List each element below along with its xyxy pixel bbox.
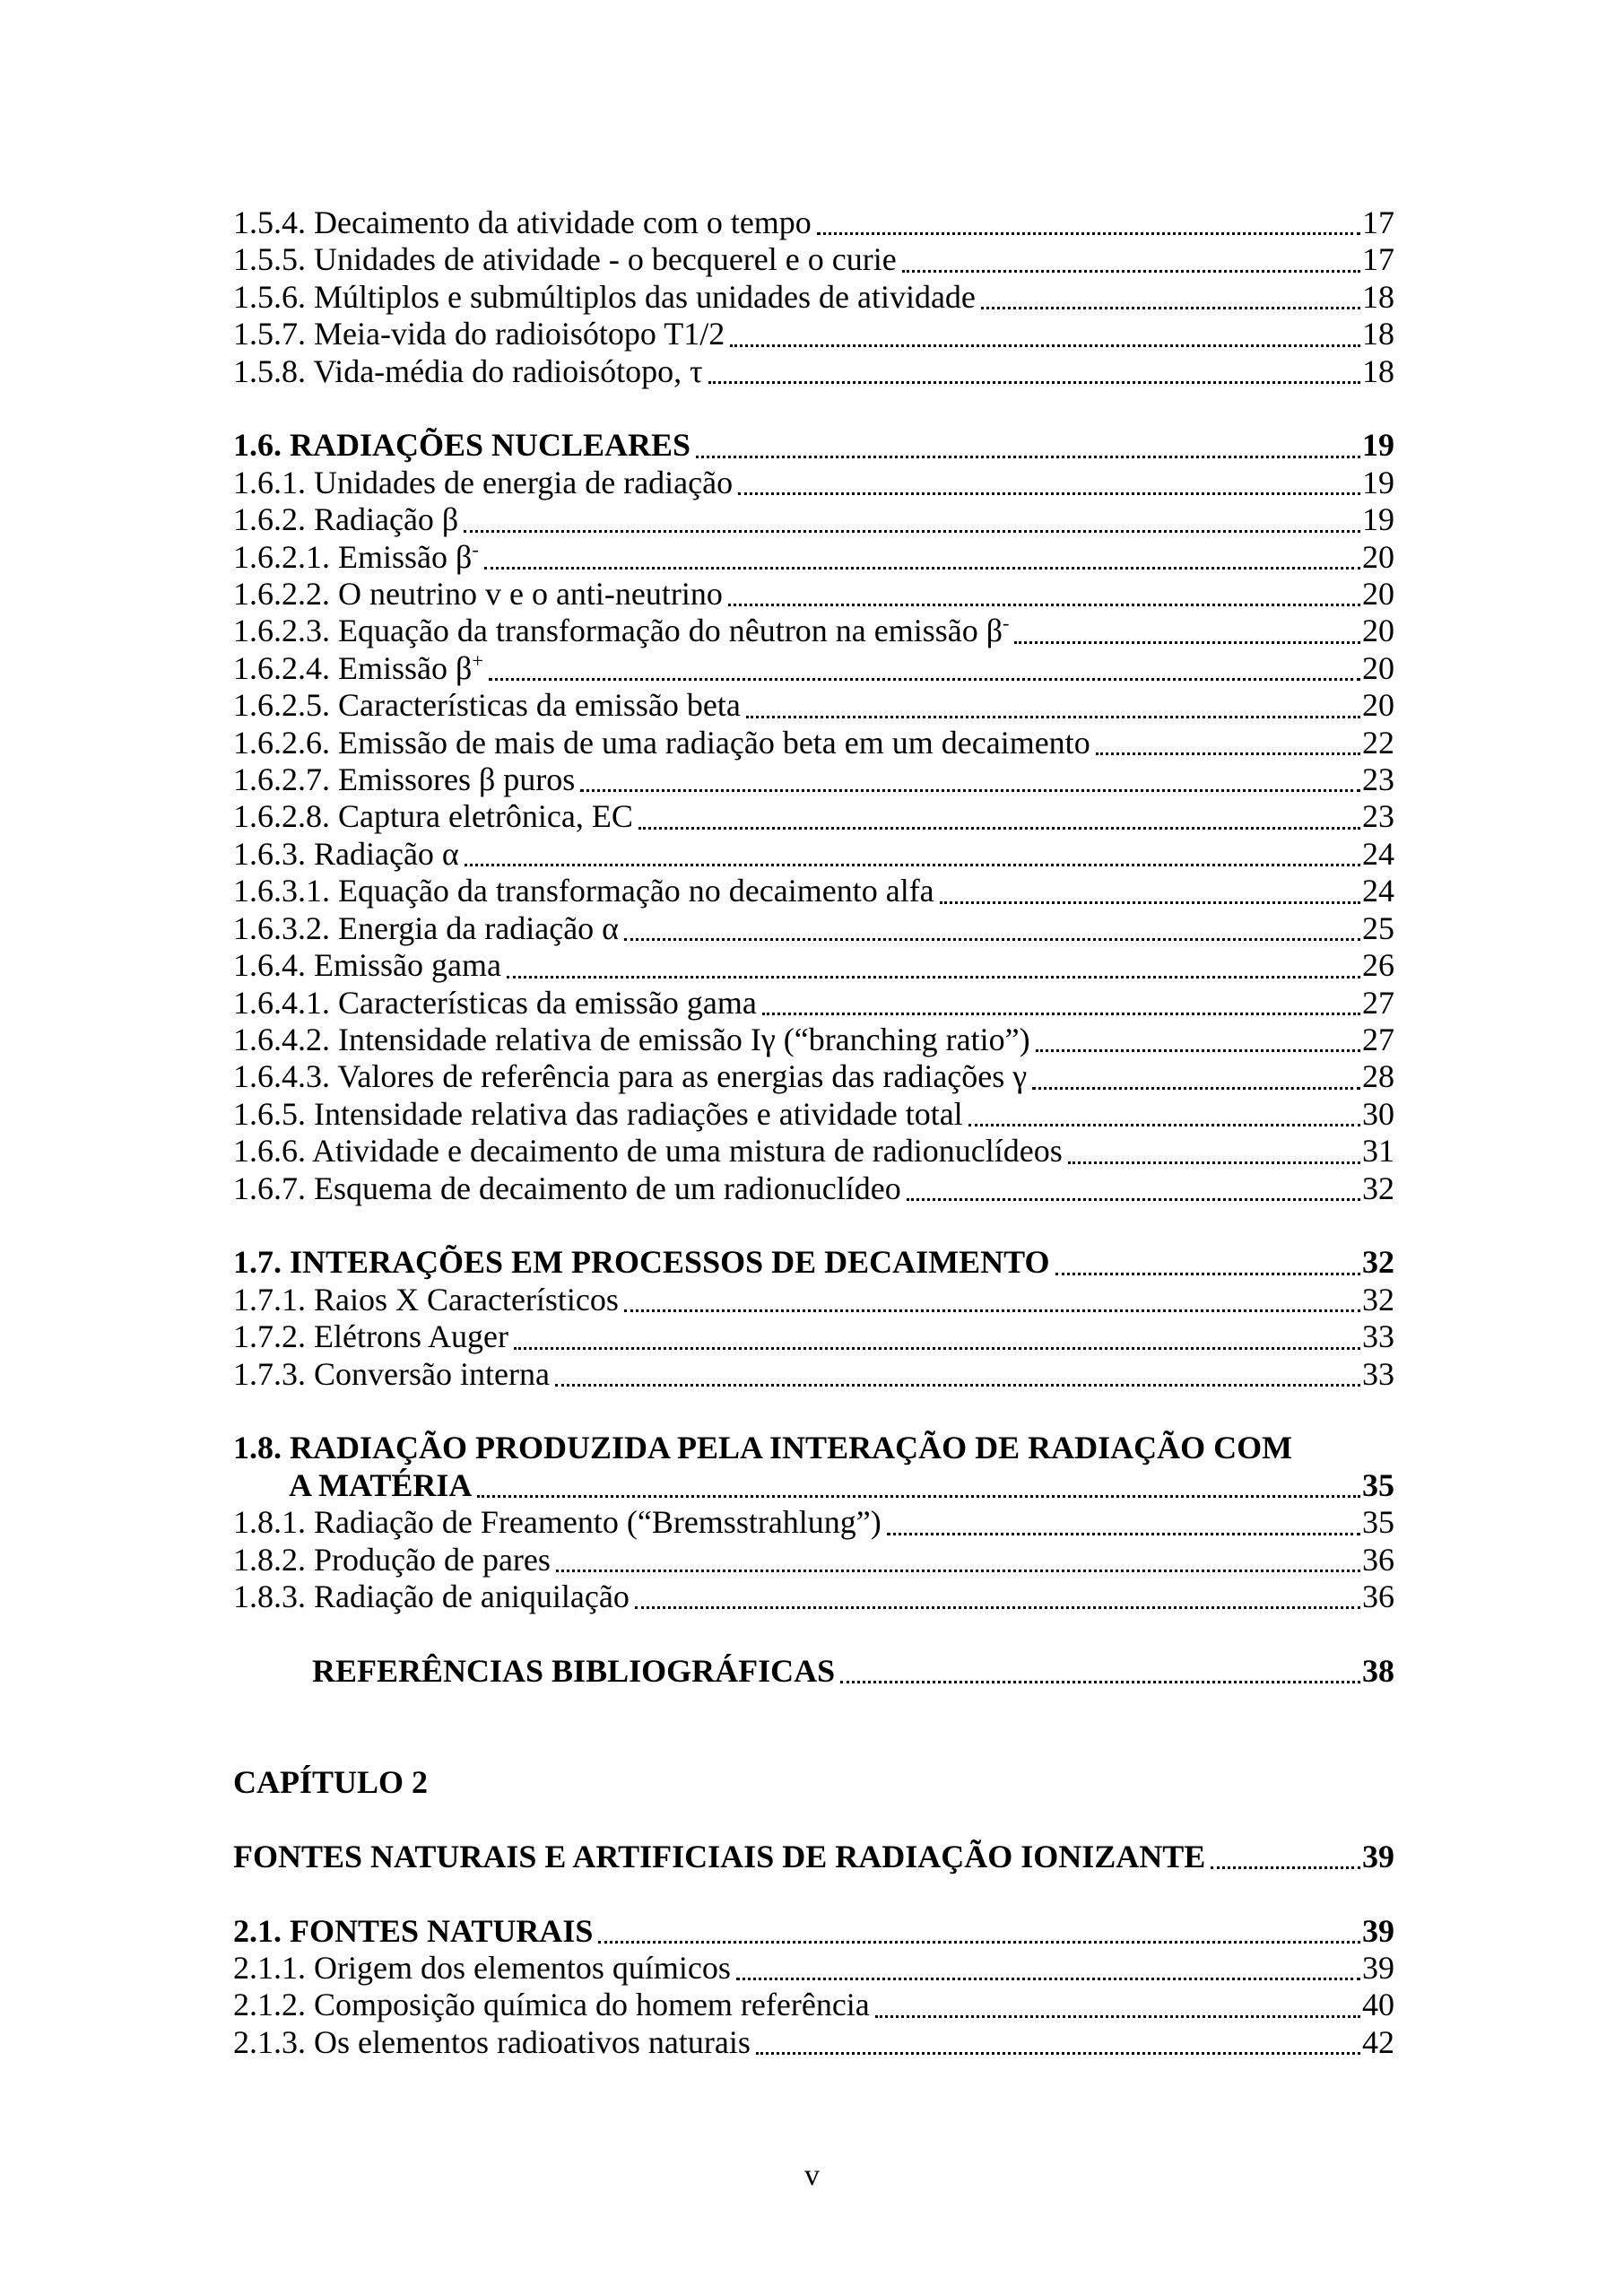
toc-entry bbox=[233, 1578, 1394, 1615]
toc-entry bbox=[233, 204, 1394, 241]
dot-leader bbox=[730, 344, 1360, 347]
toc-entry bbox=[233, 2024, 1394, 2061]
dot-leader bbox=[555, 1384, 1360, 1387]
toc-entry bbox=[233, 427, 1394, 464]
toc-entry bbox=[233, 1467, 1394, 1504]
superscript: + bbox=[472, 648, 483, 672]
toc-entry-title: 1.6.4. Emissão gama bbox=[233, 947, 501, 984]
dot-leader bbox=[696, 456, 1360, 458]
toc-entry bbox=[233, 539, 1394, 576]
toc-entry-title: CAPÍTULO 2 bbox=[233, 1763, 429, 1800]
toc-entry-title: 1.6.2.1. Emissão β- bbox=[233, 537, 479, 575]
toc-entry-title: 1.8. RADIAÇÃO PRODUZIDA PELA INTERAÇÃO DE RADIAÇÃO COM bbox=[233, 1430, 1293, 1466]
dot-leader bbox=[981, 307, 1360, 309]
toc-entry-title: FONTES NATURAIS E ARTIFICIAIS DE RADIAÇÃO IONIZANTE bbox=[233, 1838, 1206, 1874]
toc-entry bbox=[233, 947, 1394, 984]
toc-entry-page: 33 bbox=[1362, 1355, 1394, 1392]
dot-leader bbox=[489, 678, 1360, 681]
superscript: - bbox=[472, 537, 479, 561]
toc-entry-title: 1.6.3. Radiação α bbox=[233, 835, 459, 872]
toc-entry-page: 27 bbox=[1362, 1021, 1394, 1057]
toc-entry-page: 24 bbox=[1362, 835, 1394, 872]
toc-entry-page: 35 bbox=[1362, 1504, 1394, 1541]
toc-entry bbox=[233, 1133, 1394, 1170]
toc-entry-page: 32 bbox=[1362, 1170, 1394, 1206]
toc-entry-page: 19 bbox=[1362, 501, 1394, 538]
dot-leader bbox=[1036, 1049, 1360, 1052]
toc-entry-title: 1.6.2.8. Captura eletrônica, EC bbox=[233, 798, 633, 835]
toc-list bbox=[233, 204, 1394, 2061]
toc-entry-title: 2.1.2. Composição química do homem referência bbox=[233, 1987, 870, 2023]
toc-entry bbox=[233, 1913, 1394, 1950]
toc-entry bbox=[233, 1504, 1394, 1541]
dot-leader bbox=[738, 492, 1360, 495]
toc-entry bbox=[233, 1318, 1394, 1355]
superscript: - bbox=[1003, 612, 1010, 635]
toc-entry-page: 19 bbox=[1362, 464, 1394, 500]
toc-entry bbox=[233, 279, 1394, 316]
toc-entry bbox=[233, 1096, 1394, 1133]
dot-leader bbox=[477, 1495, 1360, 1498]
toc-entry-page: 20 bbox=[1362, 538, 1394, 575]
toc-entry-title: 1.6.4.1. Características da emissão gama bbox=[233, 984, 757, 1021]
dot-leader bbox=[514, 1347, 1360, 1350]
dot-leader bbox=[624, 1309, 1360, 1312]
toc-entry-page: 19 bbox=[1362, 427, 1394, 464]
toc-entry bbox=[233, 353, 1394, 390]
dot-leader bbox=[580, 789, 1360, 792]
toc-entry bbox=[233, 1058, 1394, 1095]
dot-leader bbox=[1096, 752, 1360, 755]
dot-leader bbox=[464, 530, 1360, 533]
toc-entry-page: 39 bbox=[1362, 1912, 1394, 1949]
toc-entry-page: 36 bbox=[1362, 1541, 1394, 1578]
toc-entry-title: 1.6.4.2. Intensidade relativa de emissão Iγ (“branching ratio”) bbox=[233, 1021, 1030, 1057]
dot-leader bbox=[638, 827, 1360, 830]
toc-entry bbox=[233, 1653, 1394, 1690]
toc-entry-page: 18 bbox=[1362, 278, 1394, 315]
toc-entry-title: 1.6.2.5. Características da emissão beta bbox=[233, 687, 741, 724]
toc-entry-title: 1.8.2. Produção de pares bbox=[233, 1541, 551, 1578]
toc-entry-page: 31 bbox=[1362, 1133, 1394, 1170]
toc-entry-page: 20 bbox=[1362, 649, 1394, 686]
toc-entry bbox=[233, 1839, 1394, 1875]
toc-entry bbox=[233, 1542, 1394, 1578]
page-number-footer: v bbox=[804, 2159, 820, 2192]
toc-entry bbox=[233, 798, 1394, 835]
toc-entry-page: 32 bbox=[1362, 1244, 1394, 1281]
dot-leader bbox=[902, 270, 1360, 273]
toc-entry-title: 1.5.6. Múltiplos e submúltiplos das unidades de atividade bbox=[233, 278, 976, 315]
toc-entry bbox=[233, 687, 1394, 724]
dot-leader bbox=[556, 1570, 1360, 1572]
toc-entry-title: REFERÊNCIAS BIBLIOGRÁFICAS bbox=[312, 1652, 836, 1689]
toc-entry-title: 1.6.3.1. Equação da transformação no decaimento alfa bbox=[233, 873, 934, 909]
dot-leader bbox=[875, 2015, 1360, 2018]
toc-entry-title: 1.5.8. Vida-média do radioisótopo, τ bbox=[233, 352, 703, 389]
toc-entry bbox=[233, 1244, 1394, 1281]
toc-entry-page: 20 bbox=[1362, 576, 1394, 613]
toc-entry-page: 35 bbox=[1362, 1466, 1394, 1503]
toc-entry-page: 22 bbox=[1362, 724, 1394, 761]
toc-entry bbox=[233, 1764, 1394, 1801]
toc-entry-title: 1.7.2. Elétrons Auger bbox=[233, 1318, 508, 1355]
toc-entry bbox=[233, 501, 1394, 538]
toc-entry-title: A MATÉRIA bbox=[289, 1466, 473, 1503]
toc-entry-page: 36 bbox=[1362, 1578, 1394, 1614]
dot-leader bbox=[940, 901, 1360, 904]
dot-leader bbox=[635, 1606, 1360, 1609]
dot-leader bbox=[465, 864, 1360, 866]
dot-leader bbox=[746, 716, 1360, 718]
toc-entry-title: 2.1. FONTES NATURAIS bbox=[233, 1912, 594, 1949]
toc-entry-title: 1.5.7. Meia-vida do radioisótopo T1/2 bbox=[233, 316, 725, 352]
toc-entry-page: 30 bbox=[1362, 1095, 1394, 1132]
toc-entry-title: 1.6.2.2. O neutrino v e o anti-neutrino bbox=[233, 576, 723, 613]
toc-entry-page: 17 bbox=[1362, 204, 1394, 240]
toc-entry-page: 27 bbox=[1362, 984, 1394, 1021]
dot-leader bbox=[1014, 641, 1360, 644]
toc-entry-page: 26 bbox=[1362, 947, 1394, 984]
dot-leader bbox=[484, 567, 1360, 570]
toc-entry bbox=[233, 576, 1394, 613]
toc-entry-page: 39 bbox=[1362, 1838, 1394, 1874]
toc-entry-title: 1.6. RADIAÇÕES NUCLEARES bbox=[233, 427, 691, 464]
toc-entry bbox=[233, 985, 1394, 1022]
dot-leader bbox=[756, 2052, 1360, 2055]
toc-entry bbox=[233, 613, 1394, 649]
toc-entry-title: 1.7.1. Raios X Característicos bbox=[233, 1281, 619, 1318]
dot-leader bbox=[887, 1533, 1360, 1535]
toc-entry-title: 1.6.2.7. Emissores β puros bbox=[233, 761, 576, 798]
toc-entry-title: 1.5.4. Decaimento da atividade com o tempo bbox=[233, 204, 812, 240]
dot-leader bbox=[968, 1124, 1360, 1126]
toc-entry-title: 1.7. INTERAÇÕES EM PROCESSOS DE DECAIMENTO bbox=[233, 1244, 1050, 1281]
toc-entry-title: 2.1.3. Os elementos radioativos naturais bbox=[233, 2023, 751, 2060]
dot-leader bbox=[1032, 1087, 1360, 1090]
toc-entry-title: 1.6.7. Esquema de decaimento de um radionuclídeo bbox=[233, 1170, 901, 1206]
toc-entry bbox=[233, 1282, 1394, 1318]
toc-entry-title: 1.8.1. Radiação de Freamento (“Bremsstrahlung”) bbox=[233, 1504, 881, 1541]
toc-entry bbox=[233, 465, 1394, 501]
toc-entry-page: 42 bbox=[1362, 2023, 1394, 2060]
dot-leader bbox=[736, 1978, 1360, 1980]
toc-entry-page: 25 bbox=[1362, 909, 1394, 946]
dot-leader bbox=[624, 938, 1360, 941]
toc-entry-page: 20 bbox=[1362, 687, 1394, 724]
dot-leader bbox=[907, 1198, 1360, 1201]
toc-entry-title: 1.6.2.6. Emissão de mais de uma radiação beta em um decaimento bbox=[233, 724, 1090, 761]
toc-entry bbox=[233, 725, 1394, 761]
toc-entry bbox=[233, 241, 1394, 278]
toc-entry-page: 33 bbox=[1362, 1318, 1394, 1355]
dot-leader bbox=[728, 604, 1360, 606]
dot-leader bbox=[1055, 1273, 1361, 1275]
toc-entry-title: 2.1.1. Origem dos elementos químicos bbox=[233, 1949, 731, 1986]
toc-entry-title: 1.6.6. Atividade e decaimento de uma mistura de radionuclídeos bbox=[233, 1133, 1063, 1170]
toc-entry-page: 20 bbox=[1362, 613, 1394, 649]
toc-entry bbox=[233, 873, 1394, 909]
dot-leader bbox=[762, 1013, 1360, 1015]
toc-entry-page: 23 bbox=[1362, 798, 1394, 835]
toc-entry-title: 1.6.1. Unidades de energia de radiação bbox=[233, 464, 734, 500]
dot-leader bbox=[708, 381, 1360, 384]
toc-entry bbox=[233, 1170, 1394, 1207]
toc-entry bbox=[233, 1987, 1394, 2023]
toc-entry-title: 1.7.3. Conversão interna bbox=[233, 1355, 550, 1392]
toc-entry-page: 18 bbox=[1362, 316, 1394, 352]
toc-entry bbox=[233, 910, 1394, 947]
dot-leader bbox=[507, 976, 1360, 978]
toc-entry bbox=[233, 1356, 1394, 1393]
toc-entry bbox=[233, 1022, 1394, 1058]
toc-entry bbox=[233, 650, 1394, 687]
toc-entry-title: 1.6.3.2. Energia da radiação α bbox=[233, 909, 620, 946]
toc-entry-title: 1.5.5. Unidades de atividade - o becquerel e o curie bbox=[233, 241, 897, 278]
toc-entry-page: 28 bbox=[1362, 1058, 1394, 1095]
toc-entry-title: 1.6.4.3. Valores de referência para as energias das radiações γ bbox=[233, 1058, 1028, 1095]
toc-entry-title: 1.6.2.3. Equação da transformação do nêutron na emissão β- bbox=[233, 612, 1010, 649]
toc-entry bbox=[233, 836, 1394, 873]
toc-entry-page: 18 bbox=[1362, 352, 1394, 389]
dot-leader bbox=[1068, 1161, 1360, 1164]
toc-entry-page: 40 bbox=[1362, 1987, 1394, 2023]
dot-leader bbox=[1211, 1866, 1360, 1869]
toc-entry-title: 1.6.5. Intensidade relativa das radiações e atividade total bbox=[233, 1095, 963, 1132]
toc-entry-page: 32 bbox=[1362, 1281, 1394, 1318]
toc-entry-page: 39 bbox=[1362, 1949, 1394, 1986]
toc-entry-title: 1.6.2. Radiação β bbox=[233, 501, 459, 538]
toc-entry-title: 1.6.2.4. Emissão β+ bbox=[233, 648, 483, 686]
dot-leader bbox=[817, 232, 1360, 235]
dot-leader bbox=[840, 1681, 1360, 1683]
toc-entry bbox=[233, 1430, 1394, 1466]
toc-entry bbox=[233, 761, 1394, 798]
toc-entry-page: 24 bbox=[1362, 873, 1394, 909]
toc-entry bbox=[233, 316, 1394, 352]
toc-entry bbox=[233, 1950, 1394, 1987]
toc-entry-page: 17 bbox=[1362, 241, 1394, 278]
toc-entry-title: 1.8.3. Radiação de aniquilação bbox=[233, 1578, 630, 1614]
dot-leader bbox=[598, 1941, 1360, 1944]
toc-entry-page: 38 bbox=[1362, 1652, 1394, 1689]
toc-entry-page: 23 bbox=[1362, 761, 1394, 798]
